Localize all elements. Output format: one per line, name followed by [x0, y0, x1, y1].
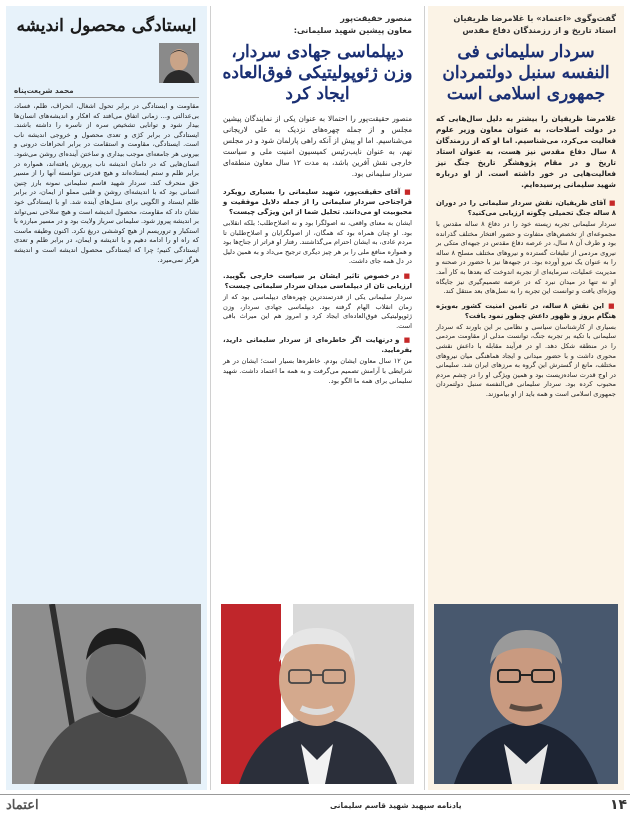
- lead-paragraph: غلامرضا ظریفیان را بیشتر به دلیل سال‌هایی که در دولت اصلاحات، به عنوان معاون وزیر علوم فعالیت می‌کرد، می‌شناسیم. اما او که از رزمندگان ۸ سال دفاع مقدس نیز هست، به عنوان استاد تاریخ و در مقام پژوهشگر تاریخ جنگ نیز فعالیت‌هایی در خور داشته است. از او درباره شهید سلیمانی پرسیده‌ایم.: [436, 114, 616, 189]
- photo-soleimani-young: [12, 604, 201, 784]
- bullet-icon: ■: [399, 271, 412, 280]
- newspaper-logo: اعتماد: [6, 798, 39, 813]
- interview-zarifian-column: [428, 6, 624, 790]
- question: [215, 267, 420, 293]
- bullet-icon: ■: [605, 199, 616, 207]
- headline: سردار سلیمانی فی النفسه سنبل دولتمردان جمهوری اسلامی است: [442, 42, 610, 104]
- bullet-icon: ■: [400, 188, 412, 196]
- portrait-photo-haghighatpour: [221, 604, 414, 784]
- author-box: [14, 43, 199, 95]
- kicker: گفت‌وگوی «اعتماد» با غلامرضا ظریفیان استاد تاریخ و از رزمندگان دفاع مقدس: [453, 13, 616, 35]
- answer-text: بسیاری از کارشناسان سیاسی و نظامی بر این باورند که سردار سلیمانی با تکیه بر تجربه جنگ، توانست مدلی از مقاومت مردمی را در منطقه شکل دهد. او در فرآیند مقابله با داعش نقشی محوری داشت و با حضور میدانی و ایجاد هماهنگی میان نیروهای مختلف، مانع از گسترش این گروه به مرزهای ایران شد. سلیمانی در اوج قدرت ساده‌زیست بود و همین ویژگی او را در چشم مردم محبوب کرده بود. سردار سلیمانی فی‌النفسه سنبل دولتمردان جمهوری اسلامی است و همه باید از او بیاموزند.: [436, 322, 616, 398]
- answer-text: سردار سلیمانی تجربه زیسته خود را در دفاع ۸ ساله مقدس با مجموعه‌ای از تخصص‌های متفاوت و حضور افتخار مختلف گذرانده بود و طرف آن ۸ سال، در عرصه دفاع مقدس در جبهه‌ای متکی بر نیروی مردمی از تبلیغات گسترده و نیروهای مختلف مسلح ۸ ساله را به عنوان یک نیرو آورده بود. در جبهه‌ها نیز با حضور در صحنه و مدیریت عملیات، سرمایه‌ای از تجربه اندوخت که بعدها به کار آمد. او نه تنها در میدان نبرد که در عرصه تصمیم‌گیری نیز جایگاه ویژه‌ای یافت و توانست این تجربه را به نسل‌های بعد منتقل کند.: [436, 220, 616, 296]
- article-body: مقاومت و ایستادگی در برابر تحول اشغال، انحراف، ظلم، فساد، بی‌عدالتی و... زمانی اتفاق می‌افتد که افکار و اندیشه‌های انسان‌ها بیدار شود و توانایی تشخیص سره از ناسره را داشته باشند. ایستادگی در برابر کژی و تعدی محصول و خروجی اندیشه ناب است. ایستادگی، مقاومت و استقامت در برابر انحرافات درونی و بیرونی هر جامعه‌ای موجب بیداری و ساختن آینده‌ای روشن می‌شود. انسان‌هایی که در دامان اندیشه ناب پرورش یافته‌اند، همواره در برابر ظلم و ستم ایستاده‌اند و هیچ قدرتی نتوانسته آنها را از مسیر حق منحرف کند. سردار شهید قاسم سلیمانی نمونه بارز چنین انسانی بود که با اندیشه‌ای روشن و قلبی مملو از ایمان، در برابر ظلم ایستاد و الگویی برای نسل‌های آینده شد. او با ایستادگی خود نشان داد که مقاومت، محصول اندیشه است و هیچ سلاحی نمی‌تواند بر اندیشه پیروز شود. سلیمانی سرباز ولایت بود و در مسیر مبارزه با استکبار و تروریسم از هیچ کوششی دریغ نکرد. اکنون وظیفه ماست که راه او را ادامه دهیم و با اندیشه و ایمان، در برابر ظلم و تعدی ایستادگی کنیم؛ چرا که ایستادگی محصول اندیشه است و اندیشه هرگز نمی‌میرد.: [14, 102, 199, 264]
- question: [428, 194, 624, 220]
- bullet-icon: ■: [604, 301, 616, 310]
- question-text: آقای ظریفیان، نقش سردار سلیمانی را در دوران ۸ ساله جنگ تحمیلی چگونه ارزیابی می‌کنید؟: [436, 199, 616, 217]
- answer-text: ایشان به معنای واقعی، نه اصولگرا بود و نه اصلاح‌طلب؛ بلکه انقلابی بود. او چنان همراه بود که همگان، از اصولگرایان و اصلاح‌طلبان تا مردم عادی، به ایشان احترام می‌گذاشتند. رفتار او فراتر از جناح‌ها بود و همواره منافع ملی را بر هر چیز دیگری ترجیح می‌داد و به همین دلیل در دل همه جای داشت.: [223, 219, 412, 266]
- author-name: محمد شریعت‌پناه: [14, 86, 74, 95]
- kicker: منصور حقیقت‌پور معاون پیشین شهید سلیمانی:: [293, 13, 412, 35]
- headline: ایستادگی محصول اندیشه: [16, 16, 197, 36]
- question-text: و درنهایت اگر خاطره‌ای از سردار سلیمانی دارید، بفرمایید.: [223, 336, 412, 355]
- question: [215, 331, 420, 357]
- question: [428, 297, 624, 323]
- question: [215, 183, 420, 219]
- column-divider: [210, 6, 211, 790]
- interview-haghighatpour-column: [215, 6, 420, 790]
- bullet-icon: ■: [399, 336, 412, 345]
- page-number: ۱۴: [610, 797, 628, 813]
- divider: [14, 97, 199, 98]
- headline: دیپلماسی جهادی سردار، وزن ژئوپولیتیکی فوق‌العاده ایجاد کرد: [222, 42, 413, 104]
- answer-text: من ۱۲ سال معاون ایشان بودم. خاطره‌ها بسیار است؛ ایشان در هر شرایطی با آرامش تصمیم می‌گرفت و به همه ما اعتماد داشت. شهید سلیمانی برای همه ما الگو بود.: [223, 357, 412, 385]
- page-footer: [0, 794, 630, 821]
- question-text: در خصوص تاثیر ایشان بر سیاست خارجی بگویید. ارزیابی تان از دیپلماسی میدان سردار سلیمانی چیست؟: [223, 271, 412, 290]
- portrait-photo-zarifian: [434, 604, 618, 784]
- answer-text: سردار سلیمانی یکی از قدرتمندترین چهره‌های دیپلماسی بود که از زمان انقلاب الهام گرفته بود. دیپلماسی جهادی سردار، وزن ژئوپولیتیکی فوق‌العاده‌ای ایجاد کرد و امروز هم این میراث باقی است.: [223, 292, 412, 330]
- section-title: یادنامه سپهبد شهید قاسم سلیمانی: [330, 801, 462, 810]
- column-divider: [424, 6, 425, 790]
- question-text: این نقش ۸ ساله، در تامین امنیت کشور به‌ویژه هنگام بروز و ظهور داعش چطور نمود یافت؟: [436, 301, 616, 320]
- question-text: آقای حقیقت‌پور، شهید سلیمانی را بسیاری رویکرد فراجناحی سردار سلیمانی را از جمله دلایل موفقیت و محبوبیت او می‌دانند. تحلیل شما از این ویژگی چیست؟: [223, 188, 412, 216]
- author-avatar: [159, 43, 199, 83]
- opinion-column: [6, 6, 207, 790]
- lead-paragraph: منصور حقیقت‌پور را احتمالا به عنوان یکی از نمایندگان پیشین مجلس و از جمله چهره‌های نزدیک به علی لاریجانی می‌شناسیم. اما او پیش از آنکه راهی پارلمان شود و در مجلس نهم، به عنوان نایب‌رئیس کمیسیون امنیت ملی و سیاست خارجی نقش آفرین باشد، به مدت ۱۲ سال معاون منطقه‌ای سردار سلیمانی بود.: [223, 114, 412, 178]
